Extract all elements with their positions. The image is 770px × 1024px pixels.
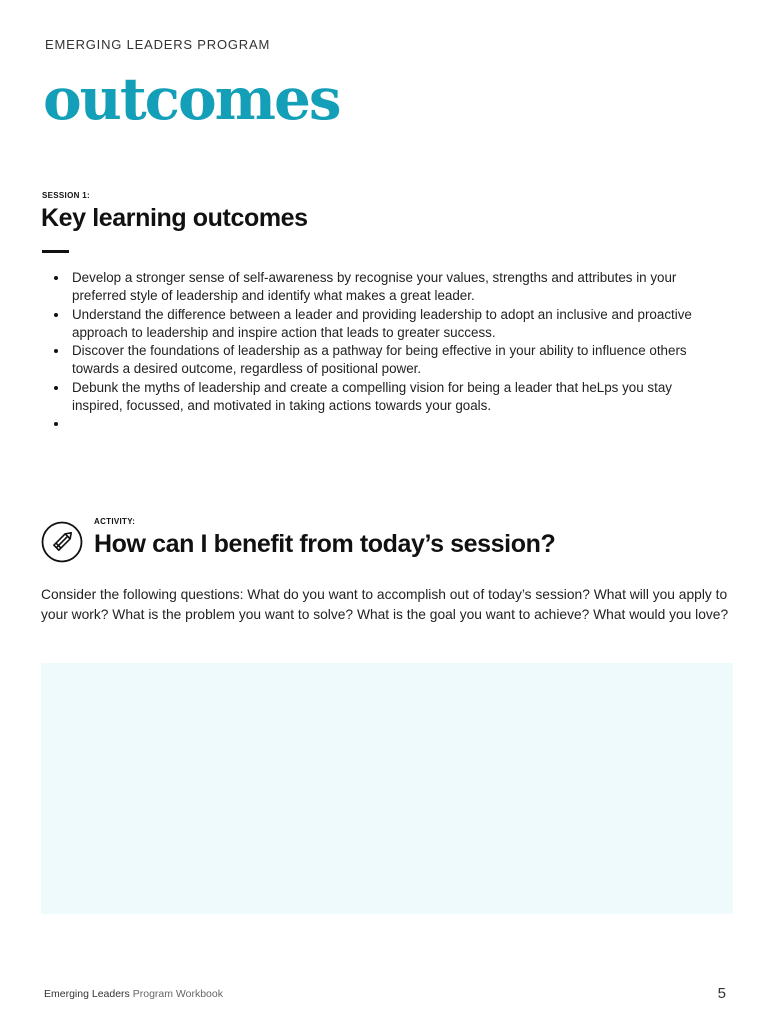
page-number: 5: [717, 985, 726, 1002]
list-item: Understand the difference between a leader and providing leadership to adopt an inclusive and proactive approach to leadership and inspire action that leads to greater success.: [72, 306, 712, 343]
answer-box[interactable]: [41, 663, 733, 914]
list-item: Develop a stronger sense of self-awareness by recognise your values, strengths and attributes in your preferred style of leadership and identify what makes a great leader.: [72, 269, 712, 306]
activity-label: ACTIVITY:: [94, 517, 136, 526]
activity-prompt: Consider the following questions: What do you want to accomplish out of today’s session? What will you apply to your work? What is the problem you want to solve? What is the goal you want to achieve? What would you love?: [41, 587, 729, 623]
list-item: Discover the foundations of leadership as a pathway for being effective in your ability to influence others towards a desired outcome, regardless of positional power.: [72, 342, 712, 379]
outcomes-list: [42, 269, 712, 434]
page-title: outcomes: [43, 65, 340, 133]
heading-rule: [42, 250, 69, 253]
list-item: Debunk the myths of leadership and create a compelling vision for being a leader that heLps you stay inspired, focussed, and motivated in taking actions towards your goals.: [72, 379, 712, 416]
pencil-icon: [41, 521, 83, 563]
list-item: [72, 415, 712, 433]
footer-program-name: Emerging Leaders: [44, 988, 130, 1000]
program-label: EMERGING LEADERS PROGRAM: [45, 37, 271, 52]
session-label: SESSION 1:: [42, 191, 90, 200]
activity-heading: How can I benefit from today’s session?: [94, 530, 556, 558]
section-heading: Key learning outcomes: [41, 204, 308, 232]
footer-text: [44, 988, 223, 1000]
footer-workbook-label: Program Workbook: [132, 988, 223, 1000]
